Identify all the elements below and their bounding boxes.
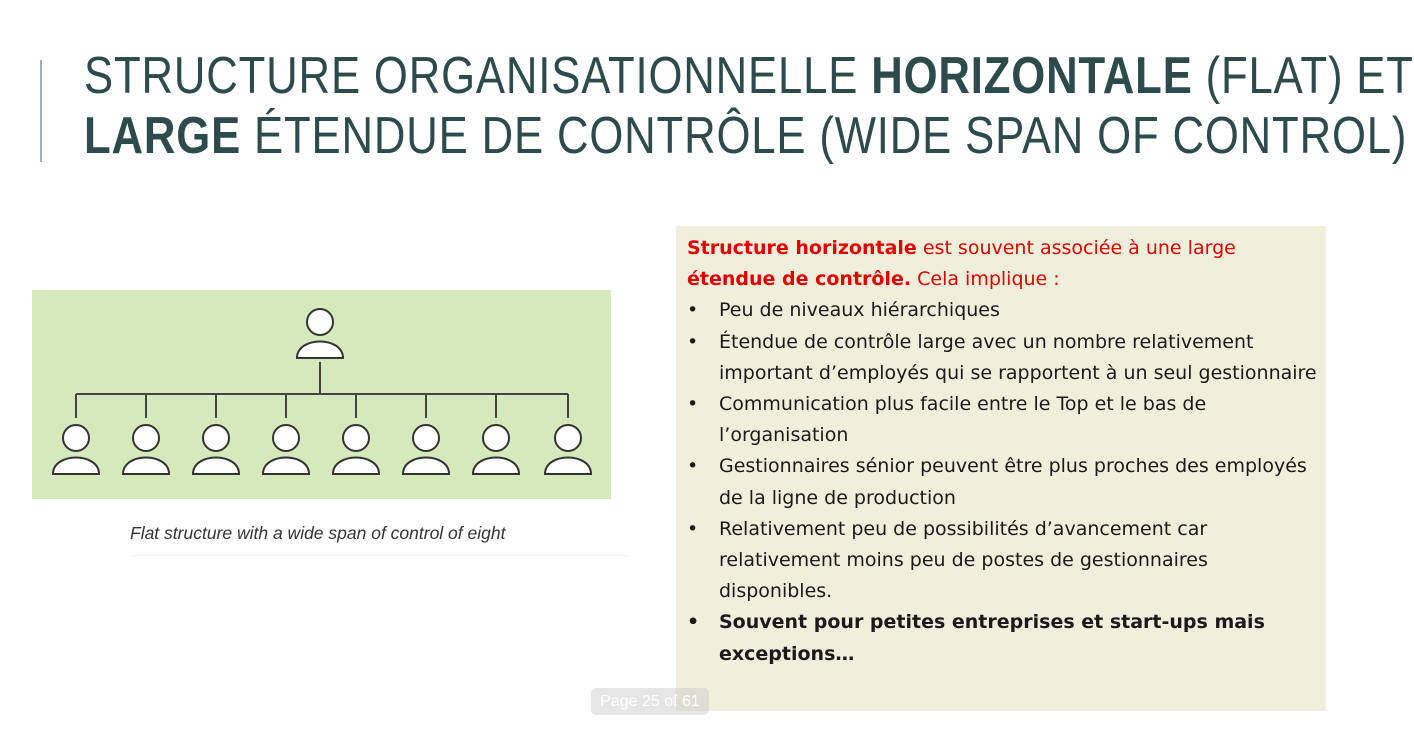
page-indicator: Page 25 of 61: [591, 688, 709, 715]
intro-text: est souvent associée à une large: [916, 237, 1236, 259]
bullet-list: [687, 295, 1317, 669]
title-text: ÉTENDUE DE CONTRÔLE (WIDE SPAN OF CONTROL): [241, 107, 1408, 165]
employee-person-icon: [333, 425, 379, 474]
employee-person-icon: [53, 425, 99, 474]
intro-paragraph: [687, 233, 1317, 295]
title-line-2: [84, 106, 1408, 166]
employee-person-icon: [545, 425, 591, 474]
manager-person-icon: [297, 309, 343, 358]
bullet-item: • Relativement peu de possibilités d’avancement car relativement moins peu de postes de gestionnaires disponibles.: [687, 514, 1317, 608]
org-chart-svg: [32, 290, 611, 499]
employee-person-icon: [263, 425, 309, 474]
bullet-item: • Souvent pour petites entreprises et start-ups mais exceptions…: [687, 607, 1317, 669]
intro-bold: Structure horizontale: [687, 237, 917, 259]
intro-bold: étendue de contrôle.: [687, 268, 912, 291]
bullet-item: • Étendue de contrôle large avec un nombre relativement important d’employés qui se rapportent à un seul gestionnaire: [687, 327, 1317, 389]
title-text: (FLAT) ET: [1192, 47, 1414, 105]
title-bold: HORIZONTALE: [871, 47, 1193, 105]
info-textbox: [676, 226, 1326, 711]
bullet-item: • Peu de niveaux hiérarchiques: [687, 295, 1317, 326]
title-text: STRUCTURE ORGANISATIONNELLE: [84, 47, 872, 105]
title-line-1: [84, 46, 1414, 106]
employee-person-icon: [473, 425, 519, 474]
org-chart-diagram: [32, 290, 611, 499]
title-accent-bar: [40, 60, 42, 162]
bullet-item: • Communication plus facile entre le Top et le bas de l’organisation: [687, 389, 1317, 451]
bullet-item: • Gestionnaires sénior peuvent être plus proches des employés de la ligne de production: [687, 451, 1317, 513]
title-bold: LARGE: [84, 107, 242, 165]
employee-person-icon: [123, 425, 169, 474]
employee-person-icon: [403, 425, 449, 474]
employee-person-icon: [193, 425, 239, 474]
slide-title: [84, 46, 1414, 166]
figure-caption: Flat structure with a wide span of control of eight: [130, 523, 630, 556]
intro-text: Cela implique :: [911, 268, 1060, 291]
